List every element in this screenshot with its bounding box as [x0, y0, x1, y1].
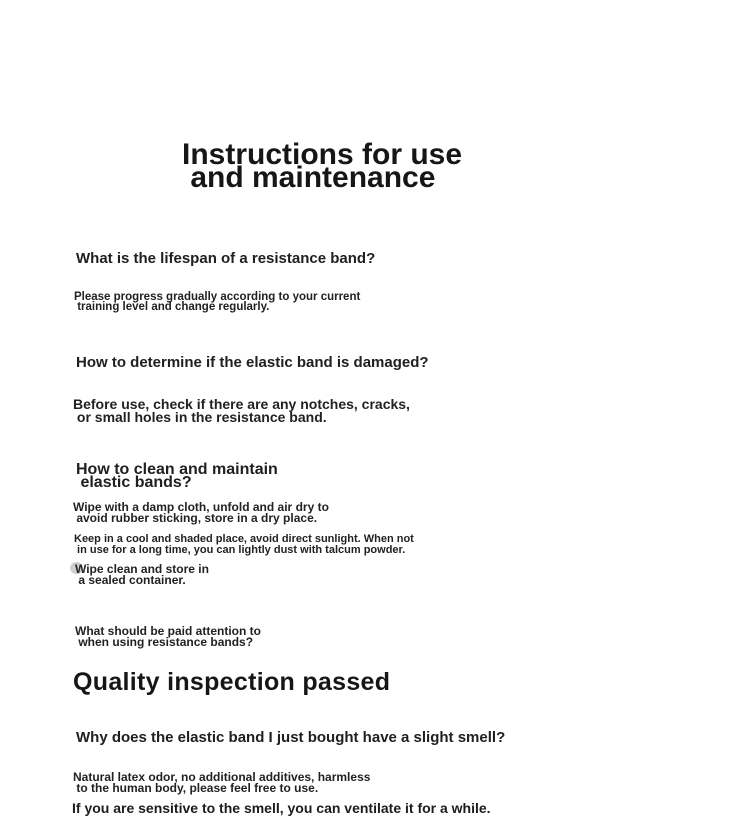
answer-clean-2: Keep in a cool and shaded place, avoid direct sunlight. When not in use for a long time, you can lightly dust with talcum powder. — [74, 533, 414, 556]
answer-smell: Natural latex odor, no additional additives, harmless to the human body, please feel free to use. — [73, 770, 371, 795]
answer-lifespan: Please progress gradually according to your current training level and change regularly. — [74, 291, 361, 313]
question-lifespan: What is the lifespan of a resistance band? — [76, 250, 376, 267]
question-smell: Why does the elastic band I just bought have a slight smell? — [76, 729, 506, 746]
quality-heading: Quality inspection passed — [73, 668, 391, 696]
question-damage: How to determine if the elastic band is damaged? — [76, 354, 429, 371]
note-smell: If you are sensitive to the smell, you can ventilate it for a while. — [72, 800, 491, 816]
answer-clean-1: Wipe with a damp cloth, unfold and air dry to avoid rubber sticking, store in a dry place. — [73, 500, 329, 525]
answer-damage: Before use, check if there are any notches, cracks, or small holes in the resistance band. — [73, 396, 410, 425]
answer-clean-3: Wipe clean and store in a sealed container. — [75, 562, 209, 587]
question-clean: How to clean and maintain elastic bands? — [76, 461, 278, 491]
page-title: Instructions for use and maintenance — [182, 138, 463, 194]
question-attention: What should be paid attention to when using resistance bands? — [75, 624, 261, 649]
